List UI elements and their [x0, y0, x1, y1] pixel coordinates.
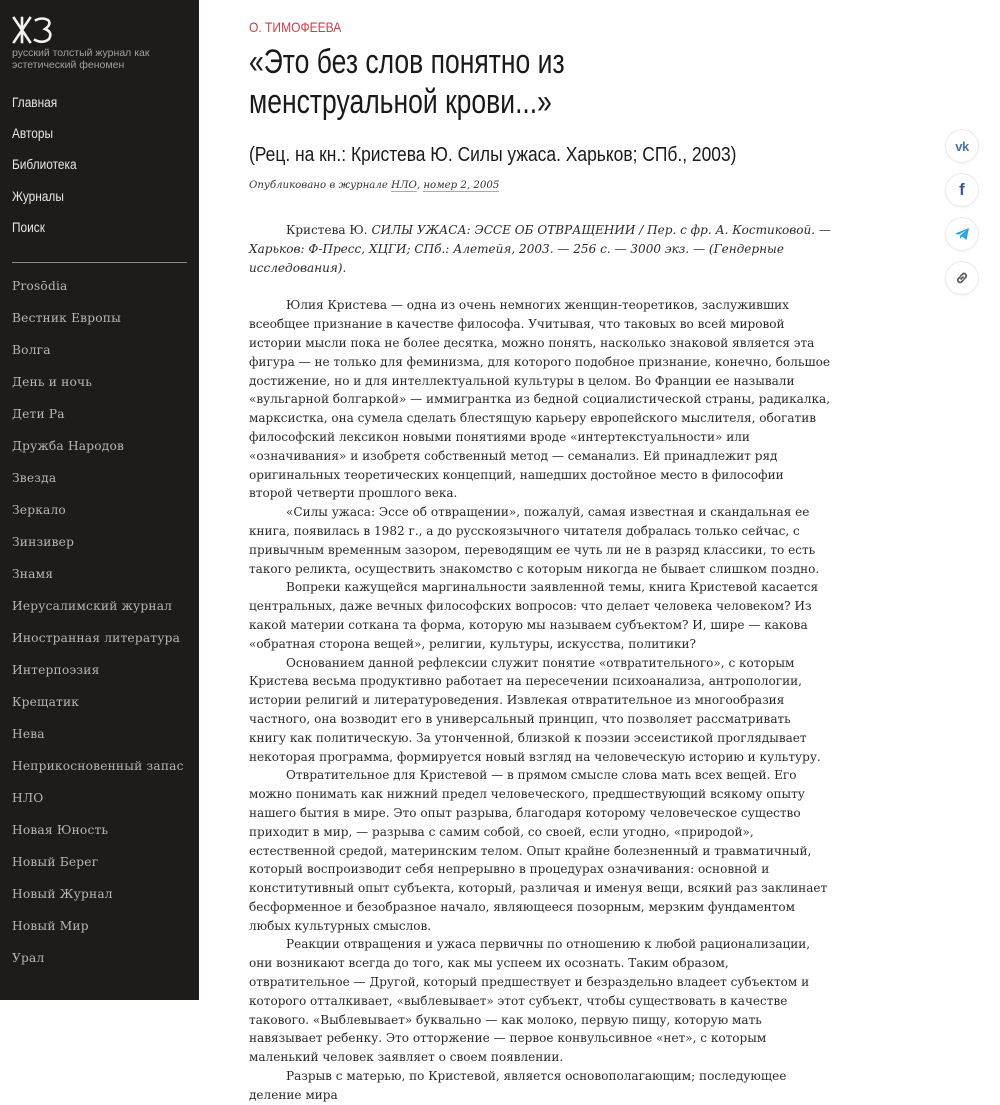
telegram-icon — [954, 227, 970, 241]
copy-link-button[interactable] — [946, 262, 978, 294]
bibliography — [249, 221, 831, 277]
site-tagline: русский толстый журнал как эстетический феномен — [12, 47, 150, 71]
article-subtitle: (Рец. на кн.: Кристева Ю. Силы ужаса. Харьков; СПб., 2003) — [249, 143, 737, 166]
journal-link[interactable]: Иерусалимский журнал — [12, 599, 173, 613]
article-body — [249, 221, 831, 1105]
journal-link[interactable]: Урал — [12, 951, 45, 965]
facebook-share-button[interactable] — [946, 174, 978, 206]
published-prefix: Опубликовано в журнале — [249, 180, 392, 191]
facebook-icon: f — [959, 180, 965, 199]
journal-link[interactable]: Новый Журнал — [12, 887, 113, 901]
journal-link[interactable]: Prosōdia — [12, 279, 68, 293]
article-paragraph: Вопреки кажущейся маргинальности заявленной темы, книга Кристевой касается центральных, даже вечных философских вопросов: что делает человека человеком? Из какой материи соткана та форма, которую мы называем субъектом? И, шире — какова «обратная сторона вещей», религии, культуры, искусства, политики? — [249, 580, 819, 651]
journal-link[interactable]: Волга — [12, 343, 51, 357]
author-link[interactable]: О. ТИМОФЕЕВА — [249, 19, 342, 35]
nav-item-home[interactable]: Главная — [12, 95, 58, 110]
journal-link[interactable]: Зинзивер — [12, 535, 75, 549]
journal-link[interactable]: Новый Мир — [12, 919, 89, 933]
journal-link[interactable]: Иностранная литература — [12, 631, 181, 645]
biblio-title: СИЛЫ УЖАСА: ЭССЕ ОБ ОТВРАЩЕНИИ — [371, 223, 636, 237]
journal-list — [12, 277, 184, 981]
publication-info — [249, 180, 499, 191]
article-paragraph: Основанием данной рефлексии служит понятие «отвратительного», с которым Кристева весьма продуктивно работает на пересечении психоанализа, антропологии, истории религий и литературоведения. Извлекая отвратительное из многообразия частного, она возводит его в универсальный принцип, что позволяет рассматривать книгу как политическую. За утонченной, близкой к поэзии эссеистикой проглядывает некоторая программа, формируется новый взгляд на человеческую историю и культуру. — [249, 655, 821, 764]
article-paragraph: «Силы ужаса: Эссе об отвращении», пожалуй, самая известная и скандальная ее книга, появилась в 1982 г., а до русскоязычного читателя добралась только сейчас, с привычным временным зазором, переводящим ее чуть ли не в разряд классики, то есть такого реликта, осуществить знакомство с которым никогда не бывает слишком поздно. — [249, 505, 820, 576]
publication-separator: , — [416, 180, 424, 191]
nav-item-authors[interactable]: Авторы — [12, 126, 54, 142]
biblio-details: / Пер. с фр. А. Костиковой. — Харьков: Ф-Пресс, ХЦГИ; СПб.: Алетейя, 2003. — 256 с. — 3000 экз. — (Гендерные исследования). — [249, 223, 831, 275]
site-logo[interactable] — [12, 16, 58, 44]
article-paragraph: Разрыв с матерью, по Кристевой, является основополагающим; последующее деление мира — [249, 1069, 787, 1102]
nav-divider — [12, 262, 187, 263]
journal-link[interactable]: НЛО — [12, 791, 44, 805]
nav-item-journals[interactable]: Журналы — [12, 188, 64, 204]
journal-link[interactable]: Вестник Европы — [12, 311, 121, 325]
journal-link[interactable]: Неприкосновенный запас — [12, 759, 184, 773]
article-paragraph: Отвратительное для Кристевой — в прямом смысле слова мать всех вещей. Его можно понимать как нижний предел человеческого, предшествующий всякому опыту нашего бытия в мире. Это опыт разрыва, благодаря которому человеческое существо приходит в мир, — разрыва с самим собой, со своей, если угодно, «природой», естественной средой, материнским телом. Опыт крайне болезненный и травматичный, который воспроизводит себя непрерывно в процедурах означивания: основной и конститутивный опыт субъекта, который, различая и именуя вещи, всякий раз заклинает бесформенное и безобразное начало, являющееся позорным, мерзким фундаментом любых культурных смыслов. — [249, 768, 828, 933]
sidebar — [0, 0, 199, 1000]
nav-item-search[interactable]: Поиск — [12, 219, 45, 235]
issue-link[interactable]: номер 2, 2005 — [423, 180, 500, 191]
vk-share-button[interactable] — [946, 130, 978, 162]
telegram-share-button[interactable] — [946, 218, 978, 250]
link-icon — [954, 270, 970, 286]
journal-link[interactable]: Дети Ра — [12, 407, 65, 421]
nav-item-library[interactable]: Библиотека — [12, 157, 77, 173]
article-paragraph: Юлия Кристева — одна из очень немногих женщин-теоретиков, заслуживших всеобщее признание в качестве философа. Учитывая, что таковых во всей мировой истории мысли пока не более десятка, можно понять, насколько знаковой является эта фигура — не только для феминизма, для которого подобное признание, конечно, большое достижение, но и для интеллектуальной культуры в целом. Во Франции ее называли «вульгарной болгаркой» — иммигрантка из бедной социалистической страны, радикалка, марксистка, она сумела сделать блестящую карьеру европейского мыслителя, обогатив философский лексикон новыми понятиями вроде «интертекстуальности» или «означивания» и изобретя собственный метод — семанализ. Ей принадлежит ряд оригинальных теоретических концепций, нашедших достойное место в философии второй четверти прошлого века. — [249, 298, 831, 501]
journal-link[interactable]: НЛО — [391, 180, 417, 191]
vk-icon: vk — [955, 138, 969, 154]
journal-link[interactable]: Новая Юность — [12, 823, 109, 837]
journal-link[interactable]: Дружба Народов — [12, 439, 125, 453]
journal-link[interactable]: Нева — [12, 727, 45, 741]
journal-link[interactable]: Крещатик — [12, 695, 80, 709]
journal-link[interactable]: Зеркало — [12, 503, 66, 517]
journal-link[interactable]: Новый Берег — [12, 855, 99, 869]
journal-link[interactable]: День и ночь — [12, 375, 93, 389]
main-nav — [12, 93, 85, 249]
journal-link[interactable]: Звезда — [12, 471, 57, 485]
article-title: «Это без слов понятно из менструальной крови...» — [249, 43, 565, 121]
journal-link[interactable]: Знамя — [12, 567, 54, 581]
biblio-author: Кристева Ю. — [286, 223, 372, 237]
journal-link[interactable]: Интерпоэзия — [12, 663, 100, 677]
article-paragraph: Реакции отвращения и ужаса первичны по отношению к любой рационализации, они возникают всегда до того, как мы успеем их осознать. Таким образом, отвратительное — Другой, который предшествует и безраздельно владеет субъектом и которого отталкивает, «выблевывает» этот субъект, чтобы существовать в качестве такового. «Выблевывает» буквально — как молоко, первую пищу, которую мать навязывает ребенку. Это отторжение — первое конвульсивное «нет», с которым маленький человек заявляет о своем появлении. — [249, 937, 811, 1065]
